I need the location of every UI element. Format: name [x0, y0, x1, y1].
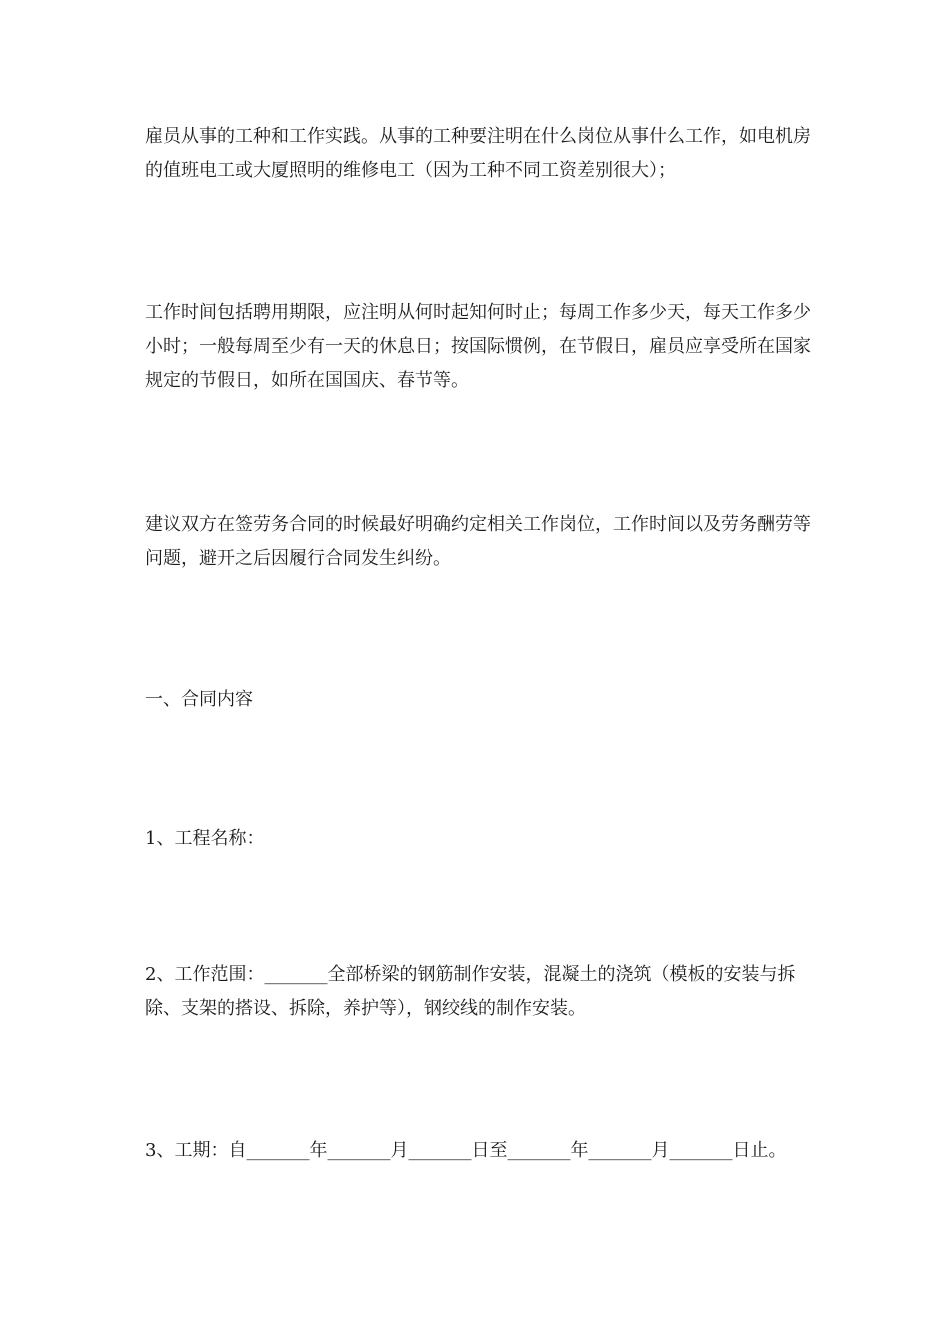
section-heading-contract-content: 一、合同内容 — [145, 689, 253, 710]
item-work-period: 3、工期：自_______年_______月_______日至_______年_______月_______日止。 — [145, 1140, 787, 1161]
paragraph-work-time: 工作时间包括聘用期限，应注明从何时起知何时止；每周工作多少天，每天工作多少小时；一般每周至少有一天的休息日；按国际惯例，在节假日，雇员应享受所在国家规定的节假日，如所在国国庆、春节等。 — [145, 302, 811, 391]
paragraph-suggestion: 建议双方在签劳务合同的时候最好明确约定相关工作岗位，工作时间以及劳务酬劳等问题，避开之后因履行合同发生纠纷。 — [145, 514, 811, 569]
paragraph-job-type: 雇员从事的工种和工作实践。从事的工种要注明在什么岗位从事什么工作，如电机房的值班电工或大厦照明的维修电工（因为工种不同工资差别很大）； — [145, 126, 811, 181]
item-work-scope: 2、工作范围：_______全部桥梁的钢筋制作安装，混凝土的浇筑（模板的安装与拆除、支架的搭设、拆除，养护等），钢绞线的制作安装。 — [145, 964, 796, 1019]
item-project-name: 1、工程名称： — [145, 828, 265, 849]
